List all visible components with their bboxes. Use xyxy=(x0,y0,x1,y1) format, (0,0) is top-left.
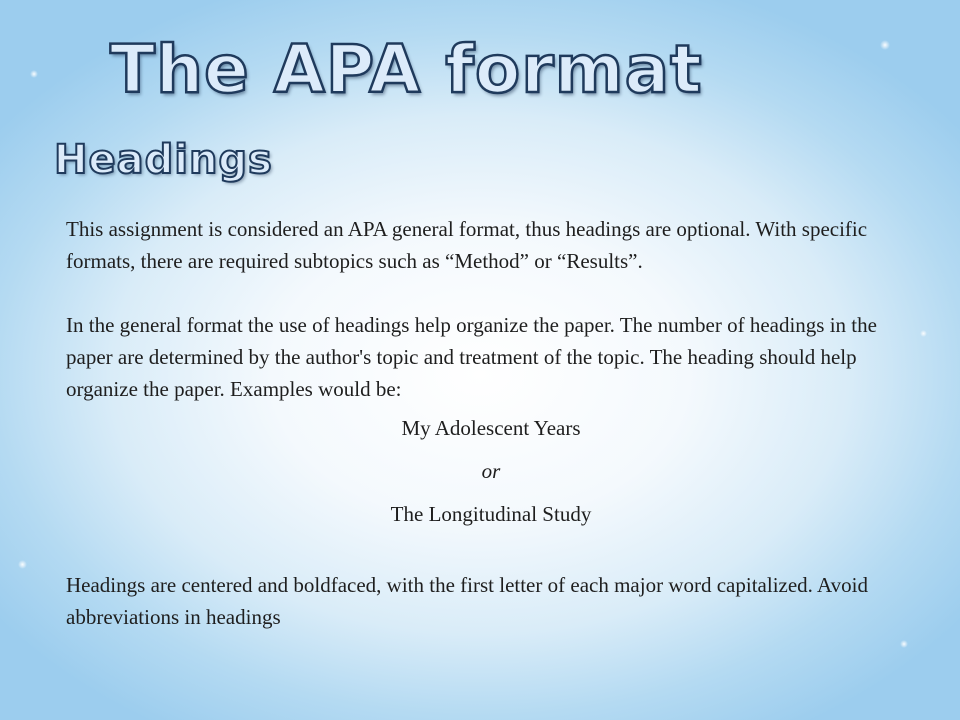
paragraph-heading-rules: Headings are centered and boldfaced, with the first letter of each major word capitalized. Avoid abbreviations in headings xyxy=(66,573,868,629)
sparkle-decoration xyxy=(920,330,927,337)
slide-title: The APA format xyxy=(110,31,703,108)
example-separator: or xyxy=(481,459,501,483)
example-heading-2: The Longitudinal Study xyxy=(390,502,592,526)
sparkle-decoration xyxy=(900,640,908,648)
example-heading-1: My Adolescent Years xyxy=(401,416,581,440)
sparkle-decoration xyxy=(30,70,38,78)
sparkle-decoration xyxy=(880,40,890,50)
sparkle-decoration xyxy=(18,560,27,569)
paragraph-general-format: In the general format the use of headings help organize the paper. The number of headings in the paper are determined by the author's topic and treatment of the topic. The heading should help organize the paper. Examples would be: xyxy=(66,313,877,401)
slide-body xyxy=(66,213,916,633)
paragraph-intro: This assignment is considered an APA general format, thus headings are optional. With specific formats, there are required subtopics such as “Method” or “Results”. xyxy=(66,217,868,273)
slide-subtitle: Headings xyxy=(54,137,273,183)
